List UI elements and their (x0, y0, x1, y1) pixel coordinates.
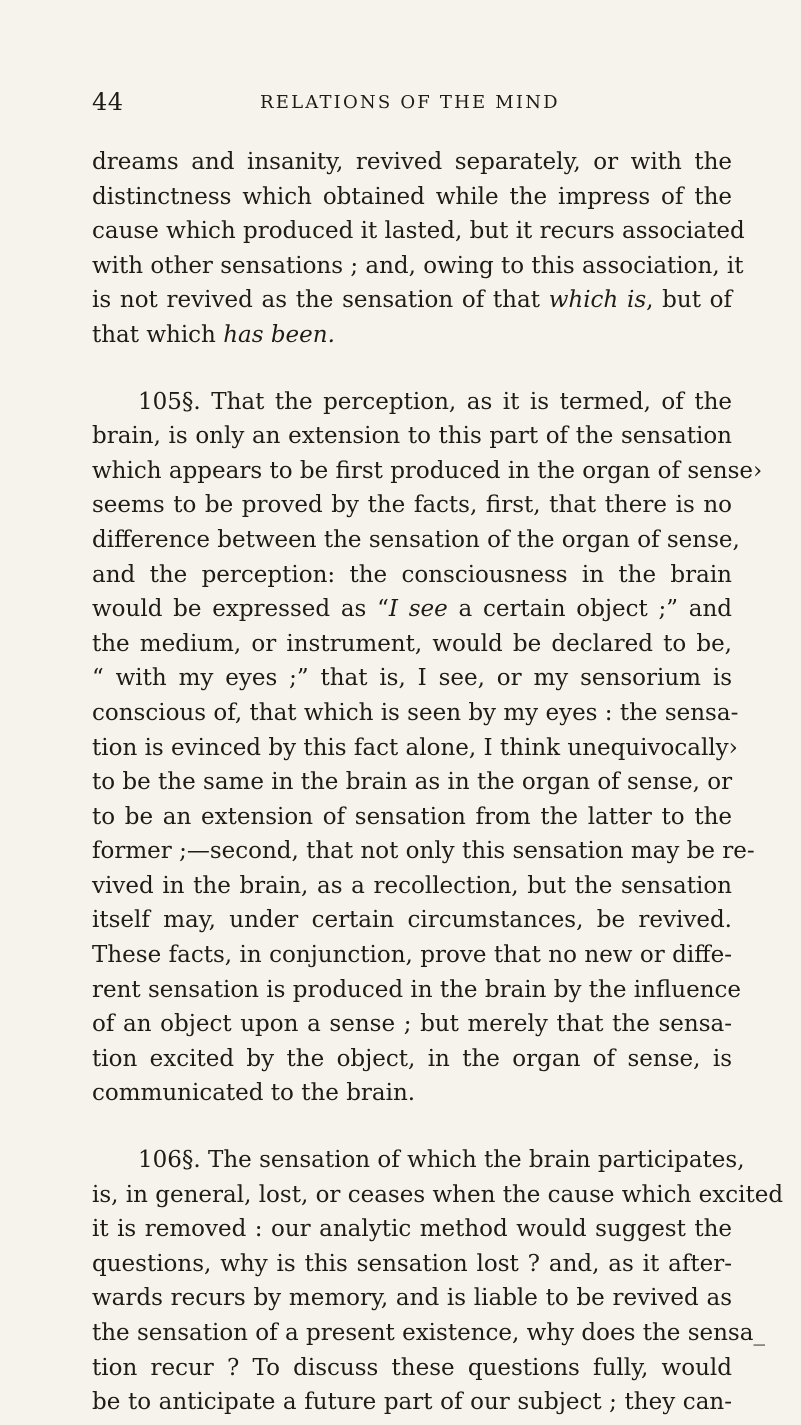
body-text (92, 145, 784, 1420)
text-fragment: a certain object ;” and (447, 596, 732, 623)
paragraph-105 (92, 385, 763, 1111)
emphasis-has-been: has been. (223, 321, 335, 348)
text-line: seems to be proved by the facts, first, that there is no (92, 492, 732, 519)
paragraph-continuation (92, 145, 745, 353)
text-line: difference between the sensation of the organ of sense, (92, 526, 740, 553)
text-line: tion excited by the object, in the organ of sense, is (92, 1045, 732, 1072)
text-line: be to anticipate a future part of our subject ; they can- (92, 1389, 732, 1416)
text-line (92, 283, 732, 318)
text-line: communicated to the brain. (92, 1080, 416, 1107)
text-line: cause which produced it lasted, but it recurs associated (92, 218, 745, 245)
text-line: which appears to be first produced in the organ of sense› (92, 457, 763, 484)
page-header (92, 88, 732, 118)
text-line: vived in the brain, as a recollection, but the sensation (92, 872, 732, 899)
text-fragment: that which (92, 321, 216, 348)
text-line: “ with my eyes ;” that is, I see, or my sensorium is (92, 665, 732, 692)
text-line: to be an extension of sensation from the latter to the (92, 803, 732, 830)
text-line: rent sensation is produced in the brain by the influence (92, 976, 741, 1003)
text-line: These facts, in conjunction, prove that no new or diffe- (92, 942, 732, 969)
text-line: 106§. The sensation of which the brain participates, (138, 1147, 745, 1174)
text-line (92, 318, 732, 353)
text-fragment: is not revived as the sensation of that (92, 287, 540, 314)
text-line: is, in general, lost, or ceases when the cause which excited (92, 1181, 784, 1208)
text-line: tion recur ? To discuss these questions fully, would (92, 1354, 732, 1381)
text-line: tion is evinced by this fact alone, I think unequivocally› (92, 734, 738, 761)
text-line: brain, is only an extension to this part of the sensation (92, 423, 732, 450)
text-line: 105§. That the perception, as it is termed, of the (138, 388, 732, 415)
text-line: to be the same in the brain as in the organ of sense, or (92, 769, 733, 796)
page-number: 44 (92, 88, 124, 116)
text-line: distinctness which obtained while the impress of the (92, 183, 732, 210)
text-line: wards recurs by memory, and is liable to be revived as (92, 1285, 732, 1312)
text-line: conscious of, that which is seen by my eyes : the sensa- (92, 699, 739, 726)
emphasis-which-is: which is (548, 287, 647, 314)
text-line: with other sensations ; and, owing to this association, it (92, 252, 744, 279)
running-head: RELATIONS OF THE MIND (260, 92, 560, 113)
text-fragment: , but of (646, 287, 733, 314)
text-line: the medium, or instrument, would be declared to be, (92, 630, 732, 657)
paragraph-106 (92, 1143, 784, 1420)
text-line: and the perception: the consciousness in the brain (92, 561, 732, 588)
text-line: it is removed : our analytic method would suggest the (92, 1216, 732, 1243)
text-line: dreams and insanity, revived separately, or with the (92, 149, 732, 175)
text-line: questions, why is this sensation lost ? and, as it after- (92, 1250, 732, 1277)
text-line: of an object upon a sense ; but merely that the sensa- (92, 1011, 732, 1038)
text-line: the sensation of a present existence, why does the sensa_ (92, 1320, 765, 1346)
text-line: itself may, under certain circumstances, be revived. (92, 907, 732, 934)
text-fragment: would be expressed as “ (92, 596, 389, 623)
emphasis-i-see: I see (388, 596, 448, 623)
text-line: former ;—second, that not only this sensation may be re- (92, 838, 755, 865)
text-line (92, 592, 732, 627)
